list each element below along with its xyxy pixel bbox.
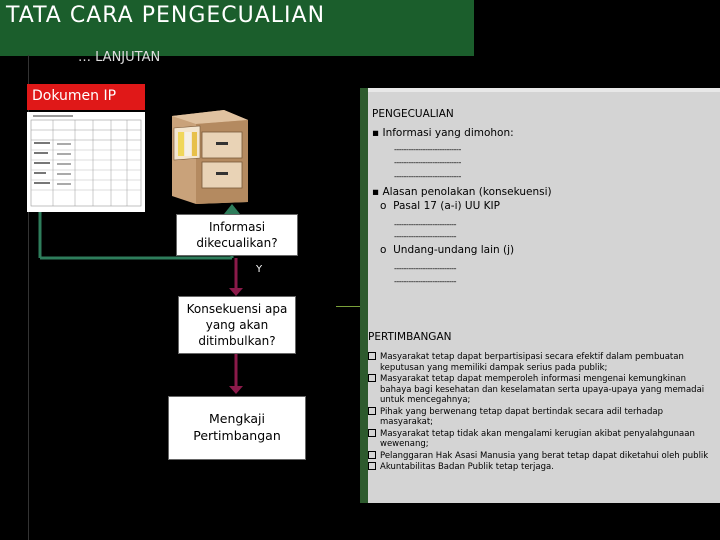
node-mengkaji-pertimbangan: Mengkaji Pertimbangan [168, 396, 306, 460]
checkbox-bullet-icon [368, 462, 376, 470]
pertimbangan-heading: PERTIMBANGAN [368, 331, 452, 343]
pengecualian-item-2: ▪ Alasan penolakan (konsekuensi) [372, 186, 552, 198]
checkbox-bullet-icon [368, 429, 376, 437]
node-konsekuensi: Konsekuensi apa yang akan ditimbulkan? [178, 296, 296, 354]
dash-line: -------------------------- [394, 232, 457, 241]
node-informasi-dikecualikan: Informasi dikecualikan? [176, 214, 298, 256]
dokumen-label: Dokumen IP [32, 88, 117, 104]
checkbox-bullet-icon [368, 451, 376, 459]
page-title: TATA CARA PENGECUALIAN [6, 3, 326, 28]
list-item: Masyarakat tetap tidak akan mengalami kerugian akibat penyalahgunaan wewenang; [368, 429, 714, 450]
list-item: Pelanggaran Hak Asasi Manusia yang berat tetap dapat diketahui oleh publik [368, 451, 714, 462]
pengecualian-item-1: ▪ Informasi yang dimohon: [372, 127, 514, 139]
list-item: Pihak yang berwenang tetap dapat bertindak secara adil terhadap masyarakat; [368, 407, 714, 428]
list-item: Akuntabilitas Badan Publik tetap terjaga. [368, 462, 714, 473]
list-item: Masyarakat tetap dapat berpartisipasi secara efektif dalam pembuatan keputusan yang memiliki dampak serius pada publik; [368, 352, 714, 373]
dash-line: -------------------------- [394, 220, 457, 229]
checkbox-bullet-icon [368, 374, 376, 382]
dash-line: -------------------------- [394, 277, 457, 286]
list-item: Masyarakat tetap dapat memperoleh informasi mengenai kemungkinan bahaya bagi kesehatan dan keselamatan serta upaya-upaya yang memadai untuk mencegahnya; [368, 374, 714, 406]
info-panel-border [360, 88, 368, 503]
branch-label-y: Y [256, 264, 263, 275]
page-subtitle: … LANJUTAN [78, 50, 161, 65]
checkbox-bullet-icon [368, 352, 376, 360]
info-panel-top-strip [368, 88, 720, 92]
pertimbangan-list [368, 352, 714, 474]
pengecualian-sub-2: o Undang-undang lain (j) [380, 244, 515, 256]
pengecualian-sub-1: o Pasal 17 (a-i) UU KIP [380, 200, 500, 212]
checkbox-bullet-icon [368, 407, 376, 415]
dash-line: ---------------------------- [394, 145, 461, 154]
pengecualian-heading: PENGECUALIAN [372, 108, 454, 120]
dash-line: ---------------------------- [394, 158, 461, 167]
dash-line: ---------------------------- [394, 172, 461, 181]
dash-line: -------------------------- [394, 264, 457, 273]
